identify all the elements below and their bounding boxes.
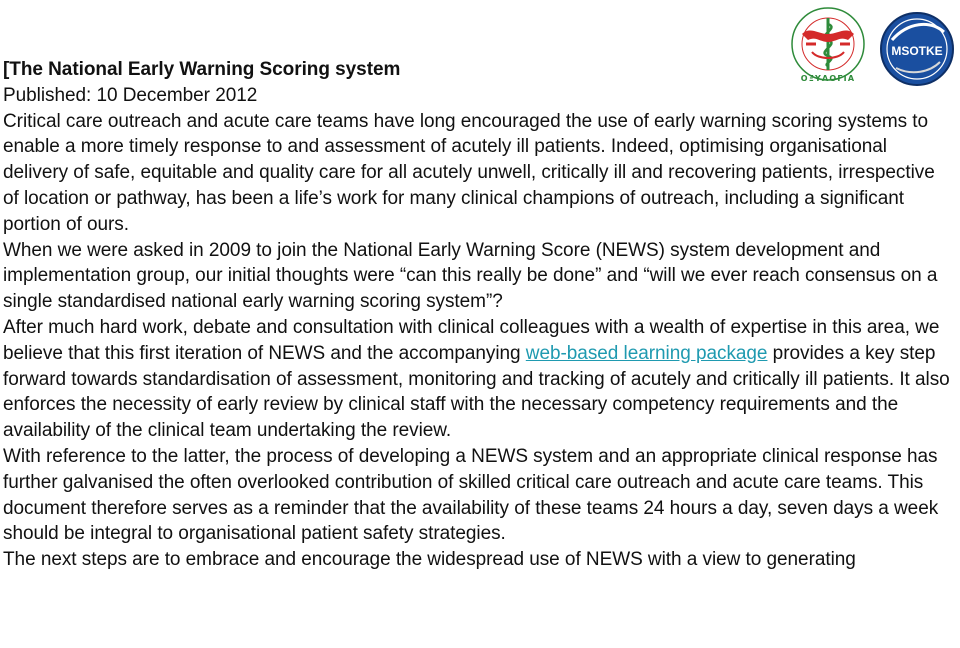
msotke-text: MSOTKE — [891, 44, 943, 58]
seal-text: ΟΞΥΛΟΓΙΑ — [800, 74, 856, 83]
paragraph-1: Critical care outreach and acute care teams have long encouraged the use of early warning scoring systems to enable a more timely response to and assessment of acutely ill patients. Indeed, optimising organisational delivery of safe, equitable and quality care for all acutely unwell, critically ill and recovering patients, irrespective of location or pathway, has been a life’s work for many clinical champions of outreach, including a significant portion of ours. — [3, 110, 935, 235]
document-body — [3, 57, 953, 573]
paragraph-3-start: After much hard work, debate and consultation with clinical colleagues with a wealth of expertise in this area, we believe that this first iteration of NEWS and the accompanying — [3, 316, 940, 364]
paragraph-3-end: provides a key step forward towards standardisation of assessment, monitoring and tracking of acutely and critically ill patients. It also enforces the necessity of early review by clinical staff with the necessary competency requirements and the availability of the clinical team undertaking the review. — [3, 342, 950, 442]
published-date: Published: 10 December 2012 — [3, 84, 258, 106]
paragraph-5: The next steps are to embrace and encourage the widespread use of NEWS with a view to generating — [3, 549, 856, 571]
document-title: [The National Early Warning Scoring system — [3, 59, 401, 80]
paragraph-3 — [3, 315, 953, 444]
paragraph-4: With reference to the latter, the process of developing a NEWS system and an appropriate clinical response has further galvanised the often overlooked contribution of skilled critical care outreach and acute care teams. This document therefore serves as a reminder that the availability of these teams 24 hours a day, seven days a week should be integral to organisational patient safety strategies. — [3, 445, 939, 545]
paragraph-2: When we were asked in 2009 to join the National Early Warning Score (NEWS) system development and implementation group, our initial thoughts were “can this really be done” and “will we ever reach consensus on a single standardised national early warning scoring system”? — [3, 239, 938, 313]
web-based-learning-package-link[interactable]: web-based learning package — [525, 342, 768, 364]
